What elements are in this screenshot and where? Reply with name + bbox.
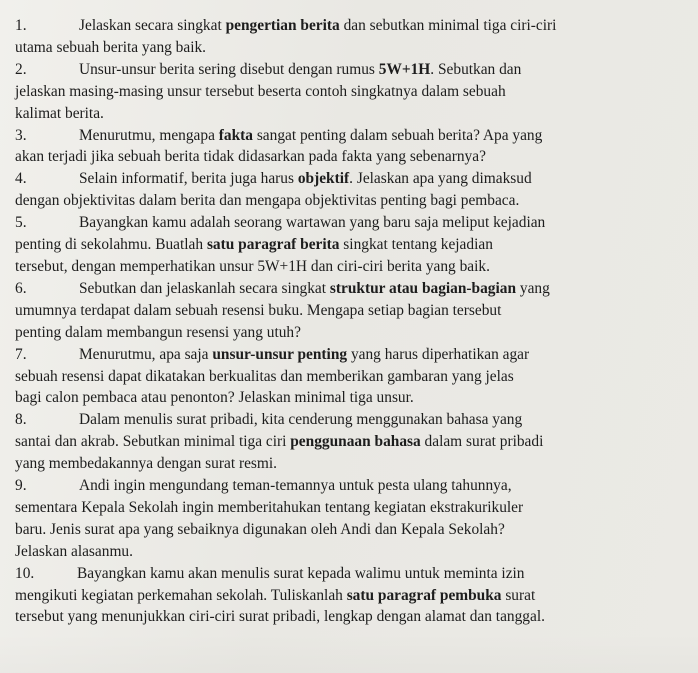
- question-line: [15, 322, 688, 344]
- question-first-line: [15, 475, 688, 497]
- question-text: yang harus diperhatikan agar: [347, 345, 530, 363]
- question-first-line: [15, 212, 688, 234]
- question-number: 10.: [15, 564, 35, 582]
- question-line: [15, 541, 688, 563]
- question-first-line: [15, 278, 688, 300]
- paper-shadow: [0, 633, 698, 673]
- question-line: [15, 37, 688, 59]
- question-text: Dalam menulis surat pribadi, kita cenderung menggunakan bahasa yang: [79, 411, 523, 429]
- question-line: [15, 103, 688, 125]
- question-text: akan terjadi jika sebuah berita tidak didasarkan pada fakta yang sebenarnya?: [15, 148, 486, 166]
- question-text: Andi ingin mengundang teman-temannya untuk pesta ulang tahunnya,: [79, 477, 512, 495]
- bold-keyword: satu paragraf pembuka: [346, 586, 502, 604]
- question-text: . Jelaskan apa yang dimaksud: [349, 170, 532, 188]
- question-text: penting dalam membangun resensi yang utuh?: [15, 323, 301, 341]
- question-text: yang: [516, 279, 550, 297]
- bold-keyword: penggunaan bahasa: [290, 433, 421, 451]
- question-first-line: [15, 409, 688, 431]
- question-line: [15, 81, 688, 103]
- question-number: 1.: [15, 17, 27, 34]
- question-text: Jelaskan alasanmu.: [15, 542, 133, 560]
- question-number: 6.: [15, 279, 27, 297]
- question-text: dan sebutkan minimal tiga ciri-ciri: [339, 17, 557, 34]
- question-text: Bayangkan kamu akan menulis surat kepada walimu untuk meminta izin: [77, 564, 525, 582]
- question-line: [15, 234, 688, 256]
- question-line: [15, 146, 688, 168]
- question-text: surat: [501, 586, 536, 604]
- question-text: utama sebuah berita yang baik.: [15, 38, 207, 56]
- question-text: bagi calon pembaca atau penonton? Jelaskan minimal tiga unsur.: [15, 389, 414, 407]
- question-line: [15, 519, 688, 541]
- bold-keyword: fakta: [218, 126, 253, 144]
- question-text: sementara Kepala Sekolah ingin memberitahukan tentang kegiatan ekstrakurikuler: [15, 498, 524, 516]
- question-text: umumnya terdapat dalam sebuah resensi buku. Mengapa setiap bagian tersebut: [15, 301, 502, 319]
- question-line: [15, 431, 688, 453]
- question-text: dalam surat pribadi: [420, 433, 544, 451]
- question-text: Menurutmu, mengapa: [79, 126, 219, 144]
- question-text: sebuah resensi dapat dikatakan berkualitas dan memberikan gambaran yang jelas: [15, 367, 514, 385]
- question-text: Unsur-unsur berita sering disebut dengan rumus: [79, 60, 379, 78]
- question-first-line: [15, 168, 688, 190]
- question-first-line: [15, 59, 688, 81]
- question-text: tersebut yang menunjukkan ciri-ciri surat pribadi, lengkap dengan alamat dan tanggal.: [15, 608, 545, 626]
- question-line: [15, 366, 688, 388]
- question-number: 5.: [15, 214, 27, 232]
- question-line: [15, 190, 688, 212]
- question-number: 3.: [15, 126, 27, 144]
- question-text: Menurutmu, apa saja: [79, 345, 213, 363]
- question-text: tersebut, dengan memperhatikan unsur 5W+1H dan ciri-ciri berita yang baik.: [15, 257, 490, 275]
- question-line: [15, 497, 688, 519]
- question-text: Bayangkan kamu adalah seorang wartawan yang baru saja meliput kejadian: [79, 214, 546, 232]
- question-text: kalimat berita.: [15, 104, 104, 122]
- question-text: baru. Jenis surat apa yang sebaiknya digunakan oleh Andi dan Kepala Sekolah?: [15, 520, 505, 538]
- question-line: [15, 300, 688, 322]
- bold-keyword: objektif: [297, 170, 350, 188]
- question-first-line: [15, 15, 688, 37]
- question-first-line: [15, 125, 688, 147]
- question-text: sangat penting dalam sebuah berita? Apa yang: [252, 126, 543, 144]
- bold-keyword: struktur atau bagian-bagian: [329, 279, 517, 297]
- question-text: mengikuti kegiatan perkemahan sekolah. Tuliskanlah: [15, 586, 347, 604]
- bold-keyword: satu paragraf berita: [206, 236, 340, 254]
- question-first-line: [15, 563, 688, 585]
- question-line: [15, 453, 688, 475]
- question-line: [15, 606, 688, 628]
- question-text: jelaskan masing-masing unsur tersebut beserta contoh singkatnya dalam sebuah: [15, 82, 506, 100]
- question-line: [15, 387, 688, 409]
- bold-keyword: 5W+1H: [378, 60, 431, 78]
- bold-keyword: unsur-unsur penting: [212, 345, 348, 363]
- question-text: singkat tentang kejadian: [339, 236, 493, 254]
- question-number: 9.: [15, 477, 27, 495]
- question-line: [15, 585, 688, 607]
- question-text: yang membedakannya dengan surat resmi.: [15, 455, 277, 473]
- question-number: 4.: [15, 170, 27, 188]
- question-text: Sebutkan dan jelaskanlah secara singkat: [79, 279, 330, 297]
- question-list: [15, 15, 688, 628]
- question-text: . Sebutkan dan: [430, 60, 522, 78]
- question-number: 8.: [15, 411, 27, 429]
- question-number: 2.: [15, 60, 27, 78]
- question-text: Jelaskan secara singkat: [79, 17, 226, 34]
- bold-keyword: pengertian berita: [225, 17, 340, 34]
- question-first-line: [15, 344, 688, 366]
- question-line: [15, 256, 688, 278]
- question-text: dengan objektivitas dalam berita dan mengapa objektivitas penting bagi pembaca.: [15, 192, 520, 210]
- question-number: 7.: [15, 345, 27, 363]
- question-text: santai dan akrab. Sebutkan minimal tiga ciri: [15, 433, 291, 451]
- question-text: Selain informatif, berita juga harus: [79, 170, 298, 188]
- question-text: penting di sekolahmu. Buatlah: [15, 236, 207, 254]
